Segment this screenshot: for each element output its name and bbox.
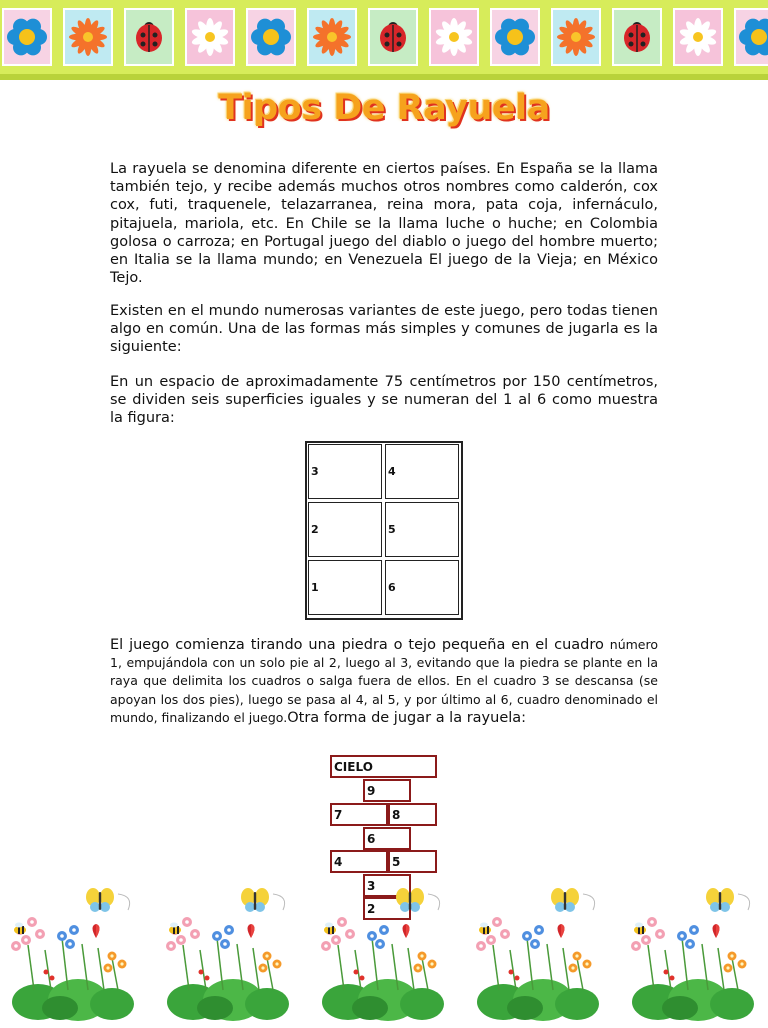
hopscotch-grid-figure [305, 441, 463, 620]
white-flower-tile [429, 8, 479, 66]
blue-flower-icon [495, 17, 535, 57]
orange-flower-icon [68, 17, 108, 57]
paragraph-variants: Existen en el mundo numerosas variantes de este juego, pero todas tienen algo en común. Una de las formas más simples y comunes de jugarla es la siguiente: [110, 303, 658, 356]
paragraph-how-to-play [110, 636, 658, 727]
hop-cell-5: 5 [388, 850, 437, 873]
paragraph-line: Otra forma de jugar a la rayuela: [287, 709, 527, 726]
paragraph-line: El juego comienza tirando una piedra o tejo pequeña en el cuadro [110, 637, 604, 653]
blue-flower-tile [246, 8, 296, 66]
white-flower-icon [434, 17, 474, 57]
paragraph-space: En un espacio de aproximadamente 75 centímetros por 150 centímetros, se dividen seis superficies iguales y se numeran del 1 al 6 como muestra la figura: [110, 374, 658, 427]
blue-flower-tile [2, 8, 52, 66]
flower-garden-icon [620, 860, 768, 1024]
paragraph-names: La rayuela se denomina diferente en ciertos países. En España se la llama también tejo, y recibe además muchos otros nombres como calderón, cox cox, futi, traquenele, telazarranea, reina mora, pata coja, infernáculo, pitajuela, mariola, etc. En Chile se la llama luche o huche; en Colombia golosa o carroza; en Portugal juego del diablo o juego del hombre muerto; en Italia se la llama mundo; en Venezuela El juego de la Vieja; en México Tejo. [110, 161, 658, 287]
ladybug-tile [124, 8, 174, 66]
blue-flower-icon [251, 17, 291, 57]
white-flower-icon [678, 17, 718, 57]
blue-flower-icon [7, 17, 47, 57]
decorative-flower-border [0, 860, 768, 1024]
ladybug-icon [617, 17, 657, 57]
hop-cell-7: 7 [330, 803, 388, 826]
page-title: Tipos De Rayuela [218, 88, 550, 128]
hop-cell-6: 6 [363, 827, 411, 850]
orange-flower-tile [551, 8, 601, 66]
grid-cell: 1 [308, 560, 382, 615]
flower-garden-icon [0, 860, 150, 1024]
ladybug-icon [129, 17, 169, 57]
blue-flower-tile [490, 8, 540, 66]
orange-flower-tile [307, 8, 357, 66]
hop-cell-4: 4 [330, 850, 388, 873]
grid-cell: 3 [308, 444, 382, 499]
decorative-top-border [0, 0, 768, 80]
ladybug-tile [612, 8, 662, 66]
hop-cell-9: 9 [363, 779, 411, 802]
grid-cell: 4 [385, 444, 459, 499]
blue-flower-icon [739, 17, 768, 57]
paragraph-small-text: número 1, empujándola con un solo pie al 2, luego al 3, evitando que la piedra se plante en la raya que delimita los cuadros o salga fuera de ellos. En el cuadro 3 se descansa (se apoyan los dos pies), luego se pasa al 4, al 5, y por último al 6, cuadro denominado el mundo, finalizando el juego. [110, 637, 659, 725]
ladybug-icon [373, 17, 413, 57]
grid-cell: 2 [308, 502, 382, 557]
blue-flower-tile [734, 8, 768, 66]
orange-flower-tile [63, 8, 113, 66]
orange-flower-icon [556, 17, 596, 57]
ladybug-tile [368, 8, 418, 66]
flower-garden-icon [155, 860, 305, 1024]
white-flower-tile [673, 8, 723, 66]
hop-cell-cielo: CIELO [330, 755, 437, 778]
hop-cell-3: 3 [363, 874, 411, 897]
flower-garden-icon [310, 860, 460, 1024]
flower-garden-icon [465, 860, 615, 1024]
hop-cell-2: 2 [363, 897, 411, 920]
hop-cell-8: 8 [388, 803, 437, 826]
orange-flower-icon [312, 17, 352, 57]
grid-cell: 6 [385, 560, 459, 615]
white-flower-icon [190, 17, 230, 57]
white-flower-tile [185, 8, 235, 66]
grid-cell: 5 [385, 502, 459, 557]
